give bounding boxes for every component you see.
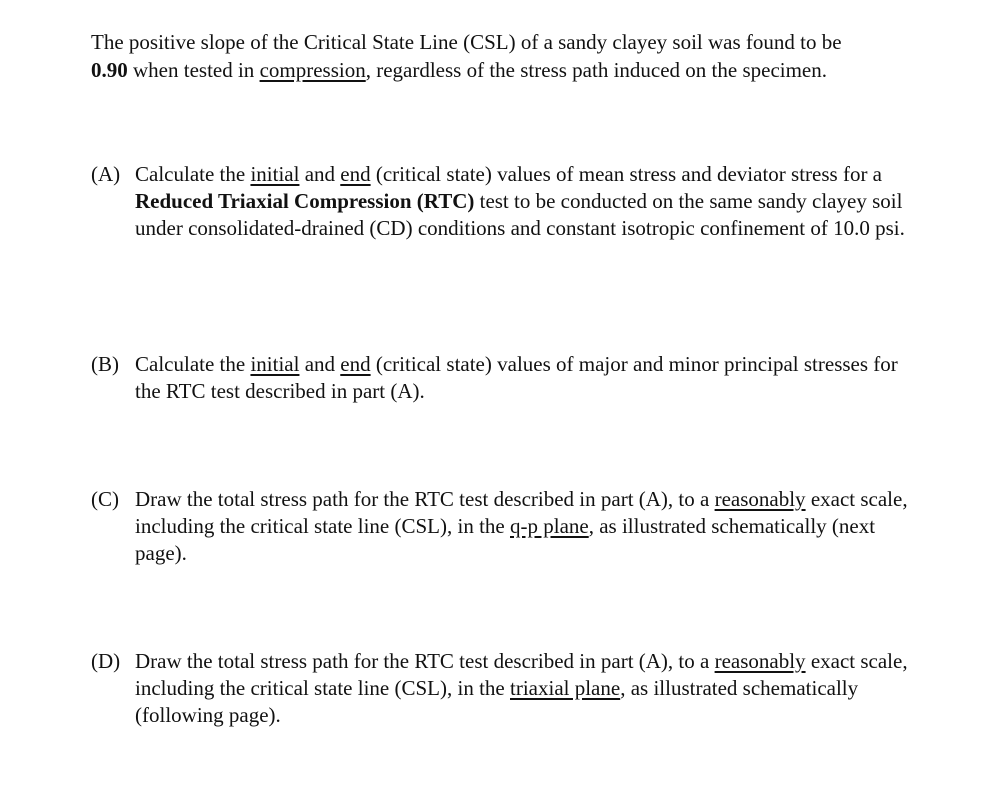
part-a-end: end <box>340 162 371 186</box>
part-a-text-3: (critical state) values of mean stress and deviator stress for a <box>370 162 883 186</box>
part-a-text-2: and <box>299 162 341 186</box>
part-b-body <box>135 351 921 405</box>
part-c-text-3: , as illustrated schematically (next page). <box>135 514 876 565</box>
part-c-reasonably: reasonably <box>714 487 806 511</box>
part-a-text-4: test to be conducted on the same sandy clayey soil under consolidated-drained (CD) conditions and constant isotropic confinement of 10.0 psi. <box>135 189 905 240</box>
part-c-text-1: Draw the total stress path for the RTC test described in part (A), to a <box>135 487 715 511</box>
part-c-qp-plane: q-p plane <box>510 514 589 538</box>
part-c-text-2: exact scale, including the critical state line (CSL), in the <box>135 487 908 538</box>
part-b-end: end <box>340 352 371 376</box>
intro-text-1: The positive slope of the Critical State Line (CSL) of a sandy clayey soil was found to be <box>91 30 842 54</box>
part-a <box>91 161 921 242</box>
part-c-body <box>135 486 921 567</box>
part-a-body <box>135 161 921 242</box>
part-c-marker: (C) <box>91 487 119 511</box>
part-d-body <box>135 648 921 729</box>
part-b-text-1: Calculate the <box>135 352 251 376</box>
compression-underlined: compression <box>259 58 366 82</box>
part-b <box>91 351 921 405</box>
part-a-test-name: Reduced Triaxial Compression (RTC) <box>135 189 475 213</box>
part-d-triaxial-plane: triaxial plane <box>510 676 621 700</box>
intro-text-2: when tested in <box>127 58 260 82</box>
part-b-text-3: (critical state) values of major and minor principal stresses for the RTC test described in part (A). <box>135 352 898 403</box>
part-d-reasonably: reasonably <box>714 649 806 673</box>
part-a-marker: (A) <box>91 162 121 186</box>
part-d-text-3: , as illustrated schematically (following page). <box>135 676 859 727</box>
part-b-marker: (B) <box>91 352 119 376</box>
csl-slope-value: 0.90 <box>91 58 128 82</box>
part-c <box>91 486 921 567</box>
problem-statement <box>91 28 951 84</box>
part-d <box>91 648 921 729</box>
part-a-text-1: Calculate the <box>135 162 251 186</box>
part-b-text-2: and <box>299 352 341 376</box>
part-b-initial: initial <box>250 352 300 376</box>
part-d-marker: (D) <box>91 649 121 673</box>
part-d-text-1: Draw the total stress path for the RTC test described in part (A), to a <box>135 649 715 673</box>
intro-text-3: , regardless of the stress path induced on the specimen. <box>365 58 828 82</box>
part-a-initial: initial <box>250 162 300 186</box>
part-d-text-2: exact scale, including the critical state line (CSL), in the <box>135 649 908 700</box>
